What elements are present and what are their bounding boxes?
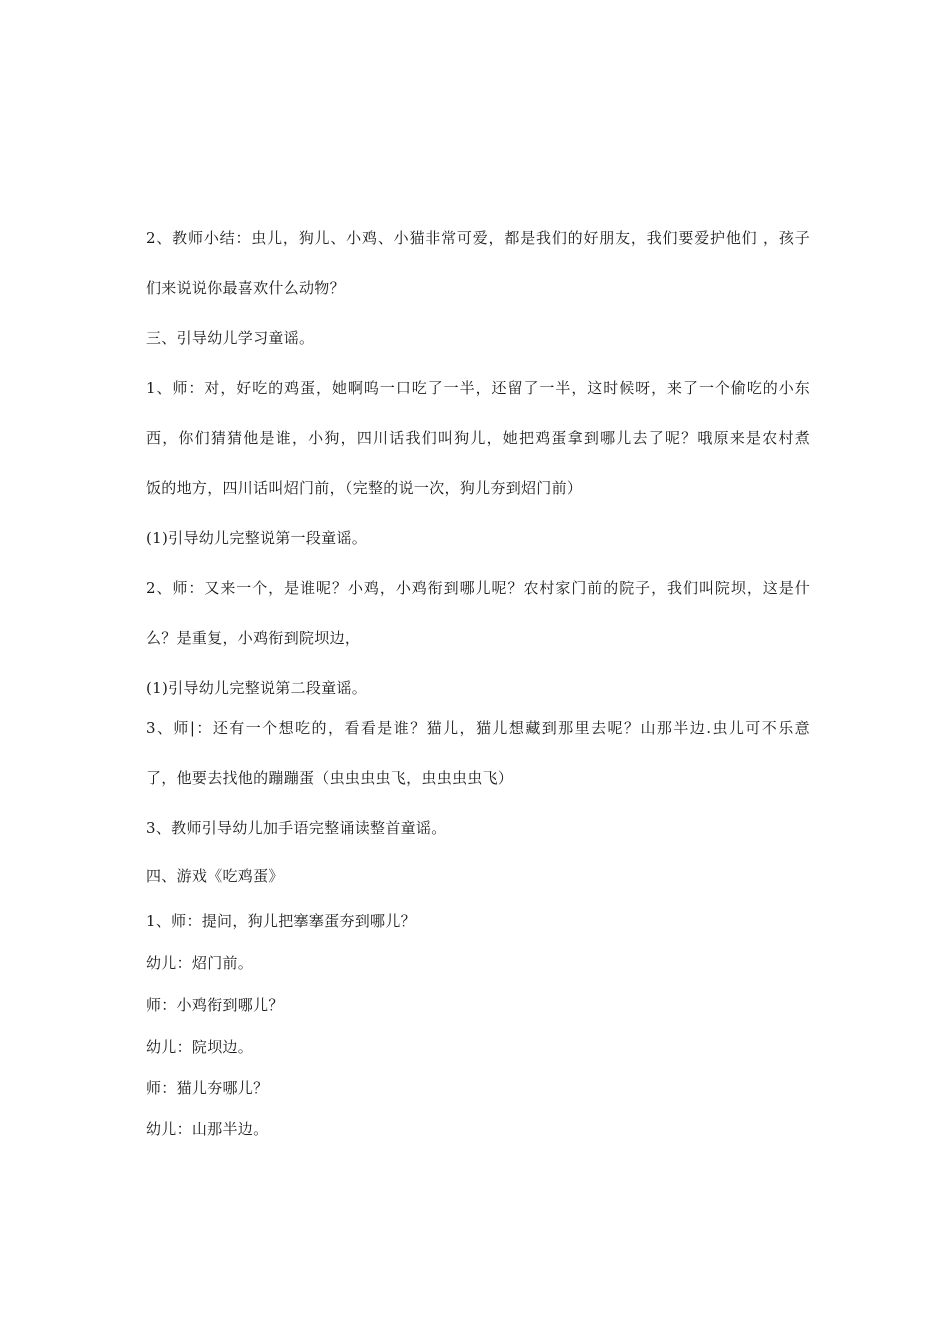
paragraph-line: 2、师：又来一个，是谁呢？小鸡，小鸡衔到哪儿呢？农村家门前的院子，我们叫院坝，这是什 [146, 579, 810, 597]
paragraph-line: 1、师：对，好吃的鸡蛋，她啊呜一口吃了一半，还留了一半，这时候呀，来了一个偷吃的小东 [146, 379, 810, 397]
dialogue-line: 幼儿：山那半边。 [146, 1120, 269, 1138]
dialogue-line: 幼儿：院坝边。 [146, 1038, 254, 1056]
paragraph-line: (1)引导幼儿完整说第一段童谣。 [146, 529, 368, 547]
dialogue-line: 师：小鸡衔到哪儿？ [146, 996, 284, 1014]
paragraph-line: (1)引导幼儿完整说第二段童谣。 [146, 679, 368, 697]
paragraph-line: 3、师|：还有一个想吃的，看看是谁？猫儿，猫儿想藏到那里去呢？山那半边.虫儿可不乐意 [146, 719, 810, 737]
section-heading: 三、引导幼儿学习童谣。 [146, 329, 315, 347]
paragraph-line: 饭的地方，四川话叫炤门前，（完整的说一次，狗儿夯到炤门前） [146, 479, 583, 497]
paragraph-line: 么？是重复，小鸡衔到院坝边， [146, 629, 361, 647]
dialogue-line: 幼儿：炤门前。 [146, 954, 254, 972]
paragraph-line: 1、师：提问，狗儿把搴搴蛋夯到哪儿？ [146, 912, 416, 930]
paragraph-line: 3、教师引导幼儿加手语完整诵读整首童谣。 [146, 819, 447, 837]
paragraph-line: 了，他要去找他的蹦蹦蛋（虫虫虫虫飞，虫虫虫虫飞） [146, 769, 514, 787]
dialogue-line: 师：猫儿夯哪儿？ [146, 1079, 269, 1097]
paragraph-line: 2、教师小结：虫儿，狗儿、小鸡、小猫非常可爱，都是我们的好朋友，我们要爱护他们 ，孩子 [146, 229, 810, 247]
section-heading: 四、游戏《吃鸡蛋》 [146, 867, 284, 885]
paragraph-line: 们来说说你最喜欢什么动物？ [146, 279, 345, 297]
paragraph-line: 西，你们猜猜他是谁，小狗，四川话我们叫狗儿，她把鸡蛋拿到哪儿去了呢？哦原来是农村煮 [146, 429, 810, 447]
